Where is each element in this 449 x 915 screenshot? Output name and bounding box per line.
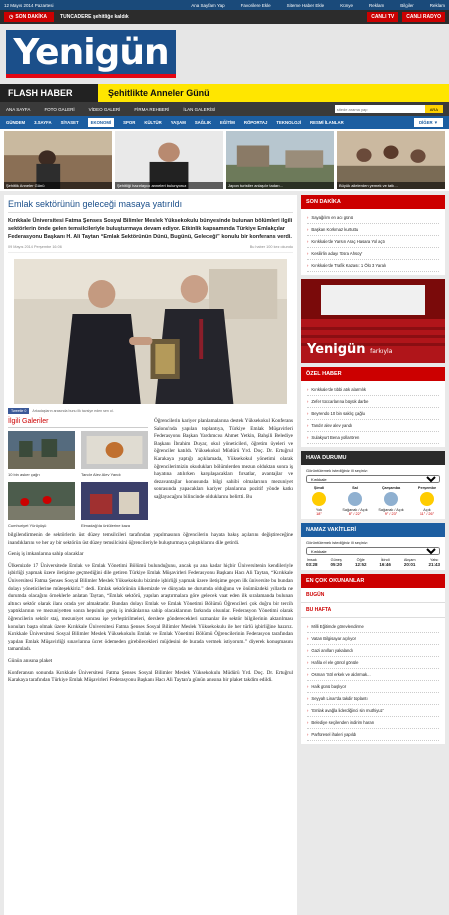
most-read-title: EN ÇOK OKUNANLAR xyxy=(301,574,445,588)
breaking-label: ◷ SON DAKİKA xyxy=(4,12,54,22)
handshake-photo xyxy=(14,259,287,404)
gallery-image xyxy=(8,431,75,469)
tweet-button[interactable]: Tweetle 0 xyxy=(8,408,29,414)
rain-icon xyxy=(348,492,362,506)
gallery-caption: Cumhuriyet Yürüyüşü xyxy=(8,523,47,528)
home-link[interactable]: ANA SAYFA xyxy=(6,106,31,112)
thumb-image xyxy=(337,131,445,189)
news-link[interactable]: › Kırıkkale'de tıbbi atık alarmlık xyxy=(307,384,439,396)
nav-item[interactable]: RÖPORTAJ xyxy=(243,120,268,125)
news-link[interactable]: › Gazi anılları yakalandı xyxy=(307,645,439,657)
news-link[interactable]: › Sayağılım en acı günü xyxy=(307,212,439,224)
promo-title: Yenigün farkıyla xyxy=(307,342,393,357)
prayer-time: Öğle 12:52 xyxy=(354,558,367,567)
nav-item[interactable]: SPOR xyxy=(123,120,136,125)
sun-icon xyxy=(312,492,326,506)
related-galleries xyxy=(8,418,148,528)
live-tv-button[interactable]: CANLI TV xyxy=(367,12,398,22)
prayer-time: İkindi 16:46 xyxy=(379,558,391,567)
share-text: Arkadaşların arasında bunu ilk tavsiye eden sen ol. xyxy=(32,409,114,413)
flash-headline[interactable]: Şehitlikte Anneler Günü xyxy=(108,88,210,98)
news-link[interactable]: › Parfüresel ihaleri yapıldı xyxy=(307,729,439,741)
prayer-time: Güneş 05:20 xyxy=(330,558,342,567)
promo-banner[interactable] xyxy=(301,279,445,363)
clock-icon: ◷ xyxy=(9,14,14,20)
article-content xyxy=(4,195,297,915)
news-link[interactable]: › Kesilirlin adayı 'Esra Ahsoy' xyxy=(307,248,439,260)
prayer-times-box xyxy=(301,523,445,570)
weather-day: Çarşamba Sağanak / Açık 9° / 23° xyxy=(378,486,404,516)
thumb-caption: Şehitlik Anneler Günü xyxy=(4,182,112,189)
sun-icon xyxy=(420,492,434,506)
nav-item[interactable]: 3.SAYFA xyxy=(34,120,52,125)
nav-item[interactable]: YAŞAM xyxy=(170,120,186,125)
special-news-box xyxy=(301,367,445,447)
toolbar xyxy=(0,102,449,116)
nav-item[interactable]: TEKNOLOJİ xyxy=(276,120,302,125)
breaking-news[interactable]: TUNCADERE şehitliğe kaldık xyxy=(60,14,129,20)
article-lead: Kırıkkale Üniversitesi Fatma Şenses Sosyal Bilimler Meslek Yüksekokulu bünyesinde bulunan bölümleri ilgili sektörlerin önde gelen temsilcileriyle buluşturmaya devam ediyor. Etkinlik kapsamında Türkiye Emlakçılar Federasyonu Başkanı H. Ali Taytan “Emlak Sektörünün Dünü, Bugünü, Geleceği” konulu bir konferans verdi. xyxy=(8,218,293,240)
thumb-image xyxy=(4,131,112,189)
weather-day: Şimdi Yok 18° xyxy=(313,486,325,516)
top-link[interactable]: Reklam xyxy=(429,2,445,8)
weather-day: Sal Sağanak / Açık 8° / 22° xyxy=(342,486,368,516)
prayer-time: Akşam 20:01 xyxy=(403,558,416,567)
special-news-title: ÖZEL HABER xyxy=(301,367,445,381)
headline-thumb[interactable] xyxy=(337,131,445,189)
weather-city-select[interactable] xyxy=(306,475,440,483)
news-link[interactable]: › Belediye seçilenden indirim haran xyxy=(307,717,439,729)
article-paragraph: bilgilendirmenin de sektörlerin üst düzey temsilcileri tarafından yapılmasının öğrencilerin hayata bakış açılarını değiştireceğine inandıklarını ve her ay bir sektörün üst düzey temsilcisini öğrencileriyle buluşturmaya çalıştıklarını dile getirdi. xyxy=(8,532,293,546)
article-title: Emlak sektörünün geleceği masaya yatırıldı xyxy=(8,199,293,213)
gallery-caption: 10 bin asker çağrı xyxy=(8,472,40,477)
headline-thumb[interactable] xyxy=(115,131,223,189)
photo-gallery-link[interactable]: FOTO GALERİ xyxy=(44,106,75,112)
top-link[interactable]: Reklam xyxy=(368,2,385,8)
gallery-image xyxy=(81,431,148,469)
weather-box xyxy=(301,451,445,519)
more-button[interactable]: DİĞER ▼ xyxy=(414,118,443,127)
sidebar xyxy=(301,195,445,915)
news-link[interactable]: › Tandır alev alev yandı xyxy=(307,420,439,432)
gallery-image xyxy=(8,482,75,520)
top-link[interactable]: Künye xyxy=(340,2,353,8)
main-area xyxy=(0,191,449,915)
nav-item[interactable]: SİYASET xyxy=(60,120,79,125)
article-body xyxy=(8,532,293,685)
top-link[interactable]: Bilgiler xyxy=(400,2,414,8)
article-column-text xyxy=(154,418,293,528)
article-body-top xyxy=(8,418,293,528)
gallery-item[interactable] xyxy=(81,431,148,477)
gallery-item[interactable] xyxy=(8,482,75,528)
breaking-bar xyxy=(0,10,449,24)
search-button[interactable]: ARA xyxy=(425,105,443,113)
news-link[interactable]: › Halk günü başlıyor xyxy=(307,681,439,693)
site-logo[interactable]: Yenigün xyxy=(6,30,176,78)
weather-day: Perşembe Açık 11° / 26° xyxy=(417,486,437,516)
flash-news-bar xyxy=(0,84,449,102)
news-link[interactable]: › Seyyah Linar'da takdir toplantı xyxy=(307,693,439,705)
live-radio-button[interactable]: CANLI RADYO xyxy=(402,12,445,22)
article-paragraph: Ülkemizde 17 Üniversitede Emlak ve Emlak Yönetimi Bölümü bulunduğunu, ancak şu ana kadar hiçbir Üniversitenin kendileriyle işbirliği yapmak üzere iletişime geçmediğini dile getiren Türkiye Emlak Müşavirleri Federasyonu Başkanı Hacı Ali Taytan, “Kırıkkale Üniversitesi Fatma Şenses Sosyal Bilimler Meslek Yüksekokulu bizimle işbirliği yapmak üzere iletişime geçen ilk üniversite bu bundan dolayı yöneticilerine müteşekkiriz.” dedi. Emlak sektörünün ülkemizde ve dünyada ne durumda olduğunu ve önümüzdeki yıllarda ne durumda olacağını örneklerle anlatan Taytan, “Emlak sektörü, yapılan araştırmalara göre gelecek vaat eden ilk sıralamanda bulunan altıncı sektör olarak ilanı orada yer almaktadır. Bundan dolayı Emlak ve Emlak Yönetimi Bölümü Öğrencileri çok doğru bir tercih yaptıklarının ve mezuniyetten sonra hepsinin geniş iş imkânlarına sahip olacaklarının farkında olsunlar. Federasyon Yönetimi olarak öğrencilerin sektör staj, mezuniyet sonrası işe yerleştirilmeleri, derslere gönderecekleri uzmanlar ile sektör bilgilerinin aktarılması konuları başta olmak üzere Kırıkkale Üniversitesi Fatma Şenses Sosyal Bilimler Meslek Yüksekokulu ile her türlü işbirliğine hazırız. Kırıkkale Üniversitesi Sosyal Bilimler Meslek Yüksekokulu Emlak ve Emlak Yönetimi Bölümü Öğrencilerinin Federasyon tarafından yapılan Emlak Müşavirliği sınavlarına ücret ödemeden girebilecekleri müjdesini de burada vermek istiyorum.” diyerek konuşmasını tamamladı. xyxy=(8,562,293,653)
headline-thumbs xyxy=(0,129,449,191)
video-gallery-link[interactable]: VİDEO GALERİ xyxy=(88,106,121,112)
news-link[interactable]: › Başkan Korkmaz kurtuttu xyxy=(307,224,439,236)
nav-item[interactable]: SAĞLIK xyxy=(194,120,212,125)
weather-label: Görüntülemek istediğiniz ili seçiniz: xyxy=(306,468,369,473)
thumb-caption: Şehitliği hazırlayıcı anneleri bulunyoruz xyxy=(115,182,223,189)
prayer-title: NAMAZ VAKİTLERİ xyxy=(301,523,445,537)
nav-item[interactable]: RESMİ İLANLAR xyxy=(310,120,344,125)
prayer-time: Imsak 03:28 xyxy=(306,558,318,567)
nav-item[interactable]: EĞİTİM xyxy=(220,120,235,125)
news-link[interactable]: › Kırıkkale'de Yarsın Araç Hasara Yol açtı xyxy=(307,236,439,248)
tab-today[interactable]: BUGÜN xyxy=(301,588,445,603)
tab-this-week[interactable]: BU HAFTA xyxy=(301,603,445,618)
search-box xyxy=(335,105,443,113)
headline-thumb[interactable] xyxy=(4,131,112,189)
news-link[interactable]: › 'Emlak avağla liderdiğinci sin muthiyuz' xyxy=(307,705,439,717)
gallery-caption: Tandır Alev Alev Yandı xyxy=(81,472,121,477)
top-link[interactable]: Siteme Haber Ekle xyxy=(286,2,325,8)
news-link[interactable]: › Sulakyurt Bena yollarören xyxy=(307,432,439,444)
news-link[interactable]: › Hafila el ele gönül gönüle xyxy=(307,657,439,669)
nav-item[interactable]: KÜLTÜR xyxy=(144,120,162,125)
top-link[interactable]: Ana Sayfam Yap xyxy=(191,2,225,8)
nav-item-active[interactable]: EKONOMİ xyxy=(88,118,115,127)
article-subheading: Günün anısına plaket xyxy=(8,657,53,664)
breaking-box-title: SON DAKİKA xyxy=(301,195,445,209)
news-link[interactable]: › Zefer tüccarlarına büyük darbe xyxy=(307,396,439,408)
nav-item[interactable]: GÜNDEM xyxy=(6,120,26,125)
gallery-caption: Elmadağ'da ünlülerine kaza xyxy=(81,523,131,528)
news-link[interactable]: › Vatan Bilgisayar açılıyor xyxy=(307,633,439,645)
weather-title: HAVA DURUMU xyxy=(301,451,445,465)
galleries-title: İlgili Galeriler xyxy=(8,418,148,428)
top-bar xyxy=(0,0,449,10)
search-input[interactable] xyxy=(335,105,425,113)
top-links xyxy=(191,3,445,8)
flash-label: FLASH HABER xyxy=(0,84,98,102)
share-row xyxy=(8,408,293,414)
breaking-box xyxy=(301,195,445,275)
thumb-image xyxy=(115,131,223,189)
firm-directory-link[interactable]: FİRMA REHBERİ xyxy=(134,106,170,112)
most-read-box xyxy=(301,574,445,744)
article-date: 09 Mayıs 2014 Perşembe 16:06 xyxy=(8,245,62,249)
thumb-caption: Japon turistler anlaşılır tadarı... xyxy=(226,182,334,189)
news-link[interactable]: › Beyrendo 10 bin saklıç çağlu xyxy=(307,408,439,420)
article-paragraph: Konferansın sonunda Kırıkkale Üniversitesi Fatma Şenses Sosyal Bilimler Meslek Yüksekokulu Müdürü Yrd. Doç. Dr. Ertuğrul Karakaya tarafından Türkiye Emlak Müşavirleri Federasyonu Başkanı Hacı Ali Taytan'a günün anısına bir plaket takdim edildi. xyxy=(8,669,293,684)
headline-thumb[interactable] xyxy=(226,131,334,189)
prayer-label: Görüntülemek istediğiniz ili seçiniz: xyxy=(306,540,369,545)
news-link[interactable]: › Milli Eğitimde görevlendirme xyxy=(307,621,439,633)
news-link[interactable]: › Osman 'Söl erkek ve aldırmak... xyxy=(307,669,439,681)
logo-row xyxy=(0,24,449,84)
gallery-item[interactable] xyxy=(81,482,148,528)
article-meta xyxy=(8,245,293,253)
news-link[interactable]: › Kırıkkale'de Trafik Kazası: 1 Ölü 3 Yaralı xyxy=(307,260,439,272)
rain-icon xyxy=(384,492,398,506)
thumb-caption: Büyük ailelerden yemek ve tatlı... xyxy=(337,182,445,189)
prayer-time: Yatsı 21:43 xyxy=(428,558,440,567)
top-link[interactable]: Favorilere Ekle xyxy=(240,2,271,8)
article-paragraph: Öğrencilerin kariyer planlamalarına destek Yüksekokul Konferans Salonu'nda yapılan toplantıya, Türkiye Emlak Müşavirleri Federasyonu Başkan Yardımcısı Ahmet Yetkin, Bahşili Belediye Başkanı İbrahim Duyar, okul yöneticileri, öğretim üyeleri ve öğrenciler katıldı. Yüksekokul Müdürü Yrd. Doç. Dr. Ertuğrul Karakaya yaptığı açıklamada, Yüksekokul yönetimi olarak öğrencilerimizin okudukları bölümlerden mezun olduktan sonra iş hayatına atılırken karşılaşacakları fırsatlar, avantajlar ve dezavantajlar konusunda bilgi sahibi olmalarının mezuniyet sonrasında yapacakları kariyer planlarına pozitif yönde katkı sağlayacağını bilincinde olduklarını belirtti. Bu xyxy=(154,418,293,500)
category-nav xyxy=(0,116,449,129)
article-subheading: Geniş iş imkanlarına sahip olacaklar xyxy=(8,551,84,558)
article-views: Bu haber 100 kez okundu xyxy=(249,245,293,249)
gallery-item[interactable] xyxy=(8,431,75,477)
ad-gallery-link[interactable]: İLAN GALERİSİ xyxy=(183,106,216,112)
gallery-image xyxy=(81,482,148,520)
thumb-image xyxy=(226,131,334,189)
date-text: 12 Mayıs 2014 Pazartesi xyxy=(4,2,54,8)
prayer-city-select[interactable] xyxy=(306,547,440,555)
article-photo xyxy=(14,259,287,404)
